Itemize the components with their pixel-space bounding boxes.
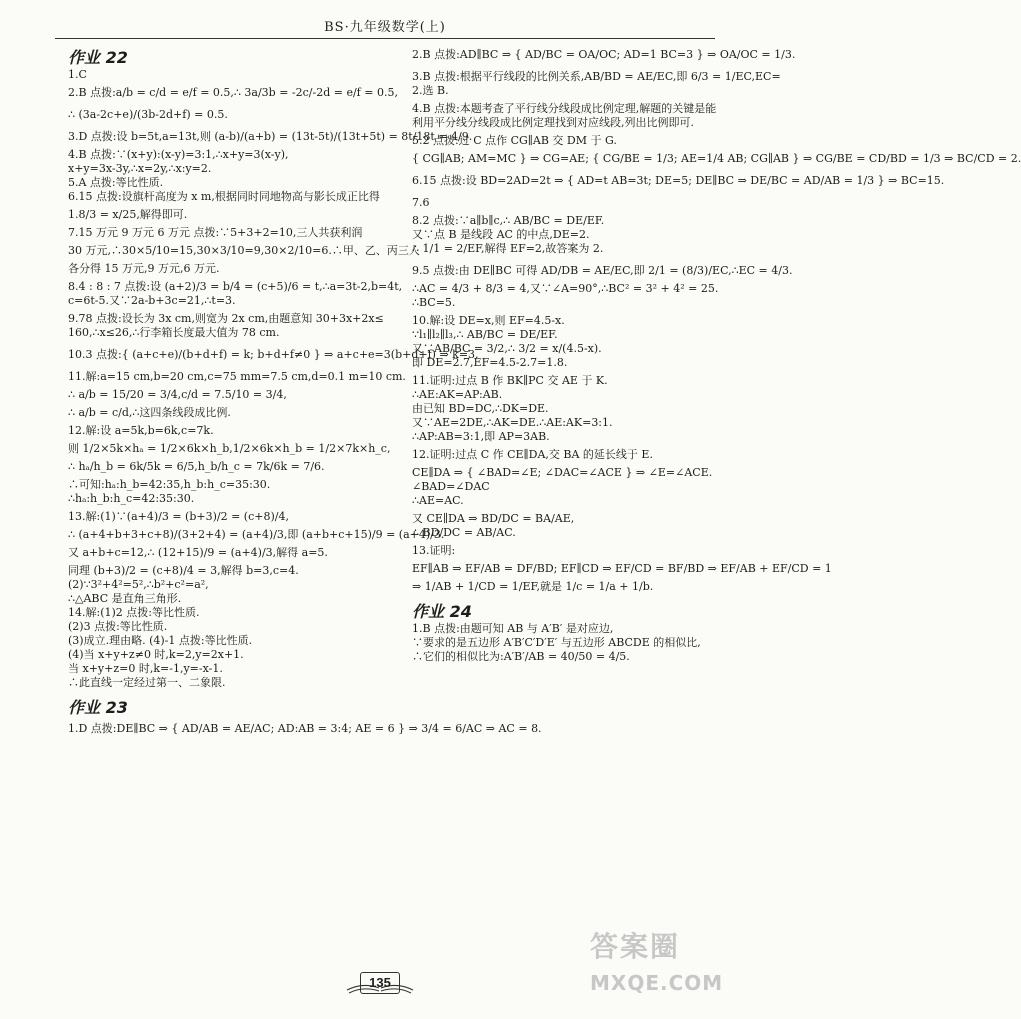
answer-line: ∴ BD/DC = AB/AC. bbox=[412, 526, 516, 539]
answer-line: 13.解:(1)∵(a+4)/3 = (b+3)/2 = (c+8)/4, bbox=[68, 510, 289, 523]
answer-line: c=6t-5.又∵2a-b+3c=21,∴t=3. bbox=[68, 294, 236, 307]
answer-line: ∴ (3a-2c+e)/(3b-2d+f) = 0.5. bbox=[68, 108, 228, 121]
answer-line: 8.4 : 8 : 7 点拨:设 (a+2)/3 = b/4 = (c+5)/6 = t,∴a=3t-2,b=4t, bbox=[68, 280, 403, 293]
answer-line: ∴BC=5. bbox=[412, 296, 456, 309]
answer-line: 30 万元,∴30×5/10=15,30×3/10=9,30×2/10=6.∴甲、乙、丙三人 bbox=[68, 244, 420, 257]
answer-line: CE∥DA ⇒ { ∠BAD=∠E; ∠DAC=∠ACE } ⇒ ∠E=∠ACE. bbox=[412, 466, 713, 479]
answer-line: 3.B 点拨:根据平行线段的比例关系,AB/BD = AE/EC,即 6/3 = 1/EC,EC= bbox=[412, 70, 781, 83]
answer-line: 7.6 bbox=[412, 196, 430, 209]
answer-line: ∵要求的是五边形 A′B′C′D′E′ 与五边形 ABCDE 的相似比, bbox=[412, 636, 701, 649]
answer-line: 14.解:(1)2 点拨:等比性质. bbox=[68, 606, 200, 619]
page-footer bbox=[345, 970, 415, 996]
answer-line: 又 CE∥DA ⇒ BD/DC = BA/AE, bbox=[412, 512, 575, 525]
answer-line: ∴AE:AK=AP:AB. bbox=[412, 388, 503, 401]
answer-line: ∴此直线一定经过第一、二象限. bbox=[68, 676, 226, 689]
watermark bbox=[590, 925, 740, 1005]
answer-line: 12.解:设 a=5k,b=6k,c=7k. bbox=[68, 424, 214, 437]
section-title-24: 作业 24 bbox=[412, 602, 472, 621]
answer-line: 4.B 点拨:∵(x+y):(x-y)=3:1,∴x+y=3(x-y), bbox=[68, 148, 289, 161]
answer-line: 2.B 点拨:AD∥BC ⇒ { AD/BC = OA/OC; AD=1 BC=3 } ⇒ OA/OC = 1/3. bbox=[412, 48, 796, 61]
answer-line: 13.证明: bbox=[412, 544, 456, 557]
answer-line: ∴AE=AC. bbox=[412, 494, 464, 507]
answer-line: 1.C bbox=[68, 68, 87, 81]
answer-line: 5.2 点拨:过 C 点作 CG∥AB 交 DM 于 G. bbox=[412, 134, 617, 147]
answer-line: 7.15 万元 9 万元 6 万元 点拨:∵5+3+2=10,三人共获利润 bbox=[68, 226, 363, 239]
answer-line: x+y=3x-3y,∴x=2y,∴x:y=2. bbox=[68, 162, 212, 175]
answer-line: 即 DE=2.7,EF=4.5-2.7=1.8. bbox=[412, 356, 568, 369]
section-title-23: 作业 23 bbox=[68, 698, 128, 717]
answer-line: 8.2 点拨:∵a∥b∥c,∴ AB/BC = DE/EF. bbox=[412, 214, 605, 227]
answer-line: ∴ a/b = 15/20 = 3/4,c/d = 7.5/10 = 3/4, bbox=[68, 388, 287, 401]
answer-line: ∴它们的相似比为:A′B′/AB = 40/50 = 4/5. bbox=[412, 650, 630, 663]
section-title-22: 作业 22 bbox=[68, 48, 128, 67]
answer-line: 10.解:设 DE=x,则 EF=4.5-x. bbox=[412, 314, 565, 327]
answer-line: 则 1/2×5k×hₐ = 1/2×6k×h_b,1/2×6k×h_b = 1/2×7k×h_c, bbox=[68, 442, 391, 455]
right-column bbox=[412, 48, 1021, 664]
book-title: BS·九年级数学(上) bbox=[324, 20, 446, 35]
answer-line: 又∵AE=2DE,∴AK=DE.∴AE:AK=3:1. bbox=[412, 416, 613, 429]
answer-line: 当 x+y+z=0 时,k=-1,y=-x-1. bbox=[68, 662, 223, 675]
answer-line: 同理 (b+3)/2 = (c+8)/4 = 3,解得 b=3,c=4. bbox=[68, 564, 299, 577]
answer-line: ∴hₐ:h_b:h_c=42:35:30. bbox=[68, 492, 195, 505]
answer-line: ∴ a/b = c/d,∴这四条线段成比例. bbox=[68, 406, 231, 419]
answer-line: 11.证明:过点 B 作 BK∥PC 交 AE 于 K. bbox=[412, 374, 608, 387]
answer-line: ∠BAD=∠DAC bbox=[412, 480, 490, 493]
answer-line: 4.B 点拨:本题考查了平行线分线段成比例定理,解题的关键是能 bbox=[412, 102, 717, 115]
answer-line: ∴△ABC 是直角三角形. bbox=[68, 592, 182, 605]
page-header bbox=[55, 8, 715, 39]
answer-line: 5.A 点拨:等比性质. bbox=[68, 176, 164, 189]
answer-line: ∵l₁∥l₂∥l₃,∴ AB/BC = DE/EF. bbox=[412, 328, 558, 341]
answer-line: 又 a+b+c=12,∴ (12+15)/9 = (a+4)/3,解得 a=5. bbox=[68, 546, 328, 559]
answer-line: ∴ hₐ/h_b = 6k/5k = 6/5,h_b/h_c = 7k/6k = 7/6. bbox=[68, 460, 325, 473]
answer-line: 9.5 点拨:由 DE∥BC 可得 AD/DB = AE/EC,即 2/1 = (8/3)/EC,∴EC = 4/3. bbox=[412, 264, 793, 277]
answer-line: 160,∴x≤26,∴行李箱长度最大值为 78 cm. bbox=[68, 326, 280, 339]
answer-line: ∴AC = 4/3 + 8/3 = 4,又∵∠A=90°,∴BC² = 3² + 4² = 25. bbox=[412, 282, 719, 295]
answer-line: EF∥AB ⇒ EF/AB = DF/BD; EF∥CD ⇒ EF/CD = BF/BD ⇒ EF/AB + EF/CD = 1 bbox=[412, 562, 832, 575]
answer-line: 1.8/3 = x/25,解得即可. bbox=[68, 208, 188, 221]
answer-line: 2.B 点拨:a/b = c/d = e/f = 0.5,∴ 3a/3b = -2c/-2d = e/f = 0.5, bbox=[68, 86, 398, 99]
answer-line: 10.3 点拨:{ (a+c+e)/(b+d+f) = k; b+d+f≠0 } ⇒ a+c+e=3(b+d+f) ⇒ k=3. bbox=[68, 348, 479, 361]
answer-line: 3.D 点拨:设 b=5t,a=13t,则 (a-b)/(a+b) = (13t-5t)/(13t+5t) = 8t/18t = 4/9. bbox=[68, 130, 473, 143]
answer-line: (3)成立.理由略. (4)-1 点拨:等比性质. bbox=[68, 634, 253, 647]
answer-line: ∴ 1/1 = 2/EF,解得 EF=2,故答案为 2. bbox=[412, 242, 604, 255]
answer-line: (2)∵3²+4²=5²,∴b²+c²=a², bbox=[68, 578, 209, 591]
answer-line: 利用平分线分线段成比例定理找到对应线段,列出比例即可. bbox=[412, 116, 694, 129]
page-number: 135 bbox=[360, 972, 400, 994]
answer-line: 6.15 点拨:设旗杆高度为 x m,根据同时同地物高与影长成正比得 bbox=[68, 190, 380, 203]
answer-line: ∴AP:AB=3:1,即 AP=3AB. bbox=[412, 430, 550, 443]
answer-line: 9.78 点拨:设长为 3x cm,则宽为 2x cm,由题意知 30+3x+2x≤ bbox=[68, 312, 384, 325]
answer-line: (2)3 点拨:等比性质. bbox=[68, 620, 168, 633]
answer-line: ∴ (a+4+b+3+c+8)/(3+2+4) = (a+4)/3,即 (a+b+c+15)/9 = (a+4)/3. bbox=[68, 528, 445, 541]
answer-line: ⇒ 1/AB + 1/CD = 1/EF,就是 1/c = 1/a + 1/b. bbox=[412, 580, 654, 593]
answer-line: 1.D 点拨:DE∥BC ⇒ { AD/AB = AE/AC; AD:AB = 3:4; AE = 6 } ⇒ 3/4 = 6/AC ⇒ AC = 8. bbox=[68, 722, 542, 735]
watermark-logo-text: 答案圈 bbox=[590, 930, 681, 963]
answer-line: 各分得 15 万元,9 万元,6 万元. bbox=[68, 262, 220, 275]
answer-line: ∴可知:hₐ:h_b=42:35,h_b:h_c=35:30. bbox=[68, 478, 271, 491]
answer-line: 11.解:a=15 cm,b=20 cm,c=75 mm=7.5 cm,d=0.1 m=10 cm. bbox=[68, 370, 406, 383]
answer-line: { CG∥AB; AM=MC } ⇒ CG=AE; { CG/BE = 1/3; AE=1/4 AB; CG∥AB } ⇒ CG/BE = CD/BD = 1/3 ⇒ BC/CD = 2. bbox=[412, 152, 1021, 165]
answer-line: 2.选 B. bbox=[412, 84, 449, 97]
answer-line: 1.B 点拨:由题可知 AB 与 A′B′ 是对应边, bbox=[412, 622, 614, 635]
answer-line: (4)当 x+y+z≠0 时,k=2,y=2x+1. bbox=[68, 648, 244, 661]
answer-line: 由已知 BD=DC,∴DK=DE. bbox=[412, 402, 549, 415]
answer-line: 又∵AB/BC = 3/2,∴ 3/2 = x/(4.5-x). bbox=[412, 342, 602, 355]
answer-line: 又∵点 B 是线段 AC 的中点,DE=2. bbox=[412, 228, 590, 241]
answer-line: 6.15 点拨:设 BD=2AD=2t ⇒ { AD=t AB=3t; DE=5; DE∥BC ⇒ DE/BC = AD/AB = 1/3 } ⇒ BC=15. bbox=[412, 174, 945, 187]
answer-line: 12.证明:过点 C 作 CE∥DA,交 BA 的延长线于 E. bbox=[412, 448, 653, 461]
watermark-url: MXQE.COM bbox=[590, 971, 724, 995]
